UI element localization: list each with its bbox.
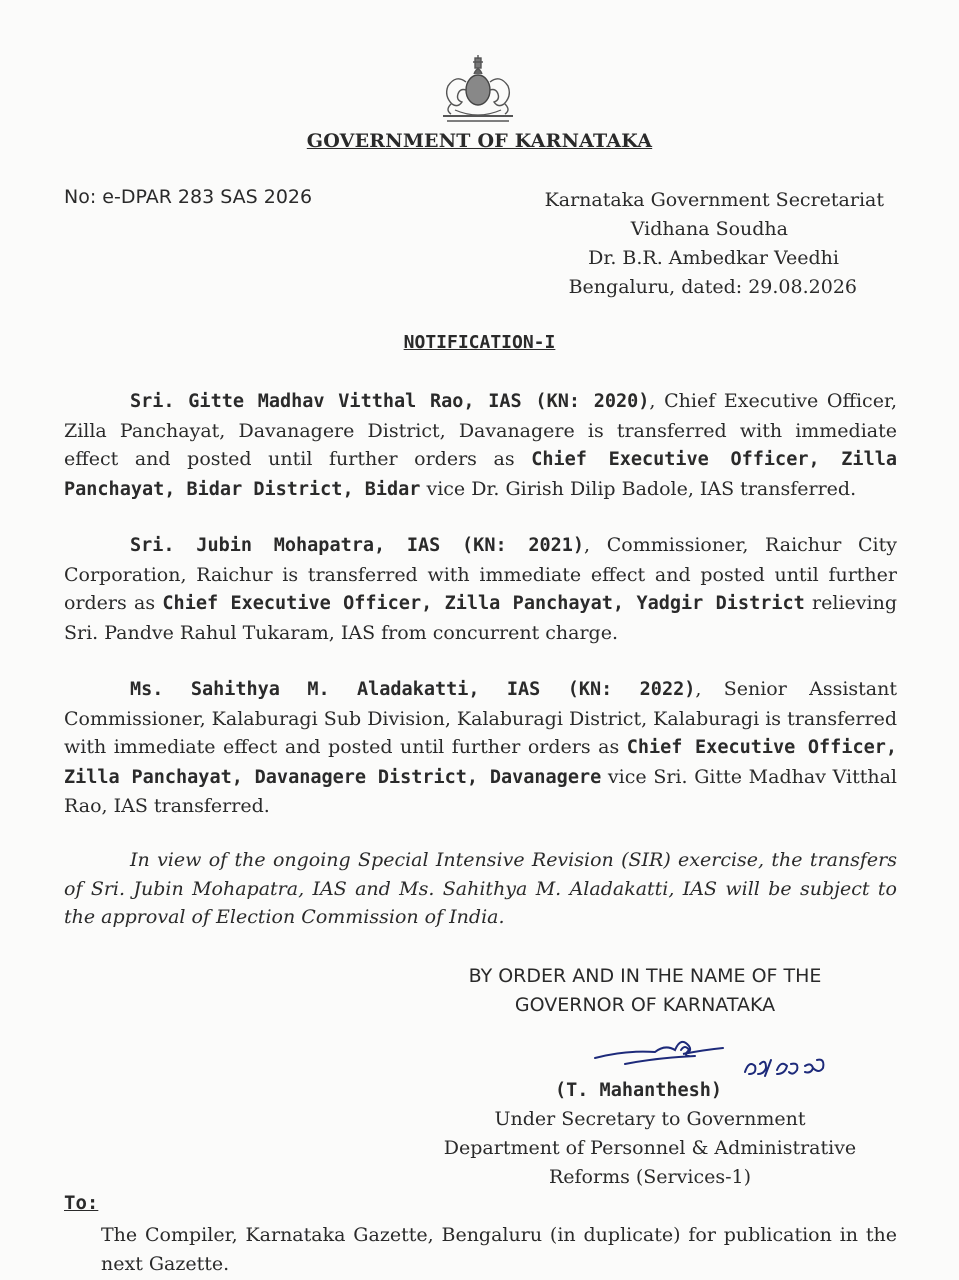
new-posting: Chief Executive Officer, Zilla Panchayat, Davanagere District, Davanagere: [64, 737, 898, 788]
recipient-text: The Compiler, Karnataka Gazette, Bengaluru (in duplicate) for publication in the next Gazette.: [101, 1224, 897, 1275]
signatory-name: (T. Mahanthesh): [555, 1080, 723, 1101]
transfer-paragraph-3: Ms. Sahithya M. Aladakatti, IAS (KN: 2022), Senior Assistant Commissioner, Kalaburagi Sub Division, Kalaburagi District, Kalaburagi is transferred with immediate effect and posted until further orders as Chief Executive Officer, Zilla Panchayat, Davanagere District, Davanagere vice Sri. Gitte Madhav Vitthal Rao, IAS transferred.: [64, 678, 898, 818]
address-line: Vidhana Soudha: [630, 218, 788, 240]
state-emblem-icon: [433, 52, 523, 126]
new-posting: Chief Executive Officer, Zilla Panchayat, Bidar District, Bidar: [64, 449, 897, 500]
order-statement: BY ORDER AND IN THE NAME OF THE GOVERNOR OF KARNATAKA: [468, 965, 822, 1016]
signatory-block: [420, 1076, 880, 1192]
address-line: Dr. B.R. Ambedkar Veedhi: [588, 247, 839, 269]
department-line: Department of Personnel & Administrative: [443, 1137, 857, 1159]
office-address: [545, 186, 884, 302]
election-commission-note: In view of the ongoing Special Intensive Revision (SIR) exercise, the transfers of Sri. Jubin Mohapatra, IAS and Ms. Sahithya M. Aladakatti, IAS will be subject to the approval of Election Commission of India.: [64, 849, 897, 929]
notification-title: NOTIFICATION-I: [403, 332, 556, 353]
date-line: Bengaluru, dated: 29.08.2026: [568, 276, 857, 298]
officer-name: Ms. Sahithya M. Aladakatti, IAS (KN: 2022): [130, 679, 696, 700]
officer-name: Sri. Jubin Mohapatra, IAS (KN: 2021): [130, 535, 585, 556]
department-line: Reforms (Services-1): [548, 1166, 752, 1188]
address-line: Karnataka Government Secretariat: [544, 189, 884, 211]
government-title: GOVERNMENT OF KARNATAKA: [306, 130, 653, 152]
transfer-paragraph-2: Sri. Jubin Mohapatra, IAS (KN: 2021), Commissioner, Raichur City Corporation, Raichur is transferred with immediate effect and posted until further orders as Chief Executive Officer, Zilla Panchayat, Yadgir District relieving Sri. Pandve Rahul Tukaram, IAS from concurrent charge.: [64, 534, 897, 644]
new-posting: Chief Executive Officer, Zilla Panchayat, Yadgir District: [162, 593, 805, 615]
signatory-designation: Under Secretary to Government: [494, 1108, 806, 1130]
recipient-label: To:: [64, 1192, 99, 1214]
transfer-paragraph-1: Sri. Gitte Madhav Vitthal Rao, IAS (KN: 2020), Chief Executive Officer, Zilla Panchayat, Davanagere District, Davanagere is transferred with immediate effect and posted until further orders as Chief Executive Officer, Zilla Panchayat, Bidar District, Bidar vice Dr. Girish Dilip Badole, IAS transferred.: [64, 390, 897, 500]
officer-name: Sri. Gitte Madhav Vitthal Rao, IAS (KN: 2020): [130, 391, 650, 412]
reference-number: No: e-DPAR 283 SAS 2026: [64, 186, 313, 208]
